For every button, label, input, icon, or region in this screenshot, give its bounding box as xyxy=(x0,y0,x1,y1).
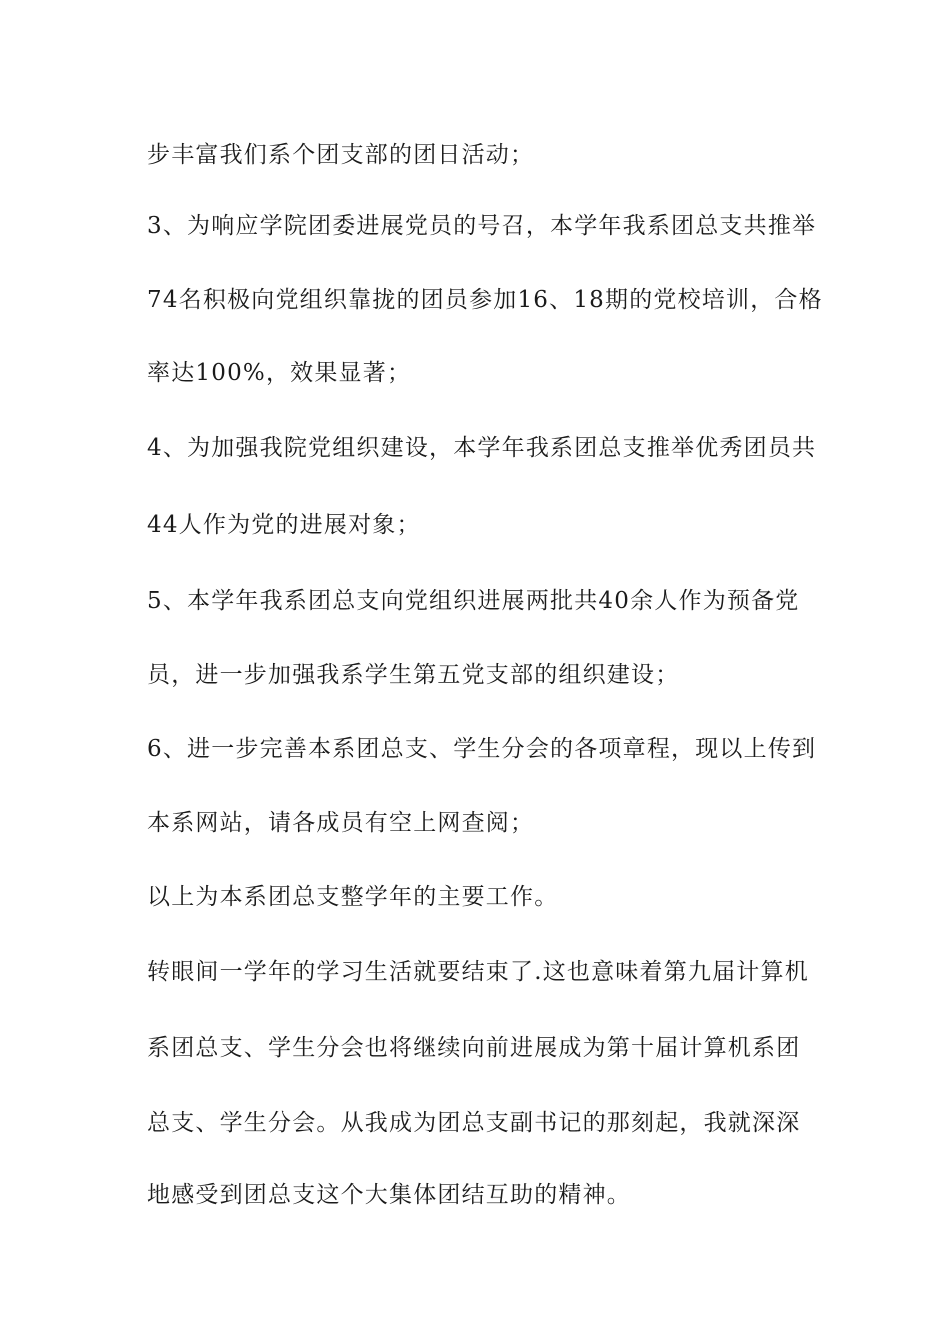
text-line-13: 系团总支、学生分会也将继续向前进展成为第十届计算机系团 xyxy=(147,1035,801,1061)
text-line-5: 4、为加强我院党组织建设，本学年我系团总支推举优秀团员共 xyxy=(147,435,817,461)
text-line-10: 本系网站，请各成员有空上网查阅； xyxy=(147,810,535,836)
text-line-11: 以上为本系团总支整学年的主要工作。 xyxy=(147,884,559,910)
text-line-9: 6、进一步完善本系团总支、学生分会的各项章程，现以上传到 xyxy=(147,736,817,762)
text-line-15: 地感受到团总支这个大集体团结互助的精神。 xyxy=(147,1182,631,1208)
text-line-4: 率达100%，效果显著； xyxy=(147,360,412,386)
text-line-12: 转眼间一学年的学习生活就要结束了.这也意味着第九届计算机 xyxy=(147,959,809,985)
text-line-8: 员，进一步加强我系学生第五党支部的组织建设； xyxy=(147,662,680,688)
text-line-1: 步丰富我们系个团支部的团日活动； xyxy=(147,142,535,168)
text-line-14: 总支、学生分会。从我成为团总支副书记的那刻起，我就深深 xyxy=(147,1110,801,1136)
text-line-3: 74名积极向党组织靠拢的团员参加16、18期的党校培训，合格 xyxy=(147,287,823,313)
text-line-2: 3、为响应学院团委进展党员的号召，本学年我系团总支共推举 xyxy=(147,213,817,239)
text-line-7: 5、本学年我系团总支向党组织进展两批共40余人作为预备党 xyxy=(147,588,800,614)
text-line-6: 44人作为党的进展对象； xyxy=(147,512,421,538)
